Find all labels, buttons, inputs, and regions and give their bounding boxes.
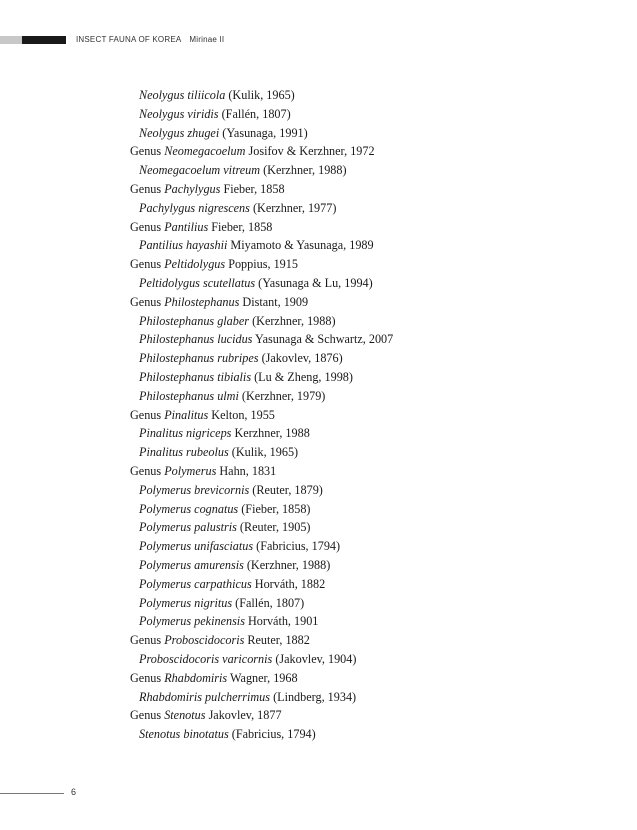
running-header-subtitle: Mirinae II	[189, 35, 225, 44]
authority: Jakovlev, 1877	[205, 708, 282, 723]
authority: (Fallén, 1807)	[232, 595, 305, 610]
species-entry	[130, 387, 610, 406]
species-name: Philostephanus ulmi	[139, 388, 239, 403]
species-entry	[130, 725, 610, 744]
species-entry	[130, 518, 610, 537]
genus-name: Philostephanus	[164, 294, 240, 309]
genus-prefix: Genus	[130, 294, 165, 309]
authority: (Kerzhner, 1988)	[260, 163, 347, 178]
species-entry	[130, 368, 610, 387]
genus-prefix: Genus	[130, 219, 165, 234]
authority: (Jakovlev, 1876)	[258, 351, 343, 366]
species-name: Rhabdomiris pulcherrimus	[139, 689, 271, 704]
genus-prefix: Genus	[130, 257, 165, 272]
genus-name: Pachylygus	[164, 181, 221, 196]
genus-prefix: Genus	[130, 407, 165, 422]
species-entry	[130, 312, 610, 331]
species-entry	[130, 124, 610, 143]
genus-entry	[130, 669, 610, 688]
species-name: Polymerus palustris	[139, 520, 237, 535]
species-entry	[130, 481, 610, 500]
running-header	[76, 35, 224, 44]
authority: Yasunaga & Schwartz, 2007	[252, 332, 394, 347]
genus-entry	[130, 255, 610, 274]
genus-entry	[130, 142, 610, 161]
species-name: Philostephanus rubripes	[139, 351, 259, 366]
authority: (Fallén, 1807)	[218, 106, 291, 121]
running-header-title: INSECT FAUNA OF KOREA	[76, 35, 182, 44]
species-entry	[130, 274, 610, 293]
authority: (Kerzhner, 1977)	[249, 200, 337, 215]
species-entry	[130, 612, 610, 631]
authority: (Reuter, 1905)	[236, 520, 311, 535]
species-name: Polymerus nigritus	[139, 595, 233, 610]
species-entry	[130, 443, 610, 462]
genus-name: Proboscidocoris	[164, 633, 245, 648]
authority: (Kulik, 1965)	[228, 445, 299, 460]
species-name: Polymerus amurensis	[139, 557, 244, 572]
species-name: Philostephanus lucidus	[139, 332, 253, 347]
header-bar-dark	[22, 36, 66, 44]
species-entry	[130, 650, 610, 669]
authority: Poppius, 1915	[225, 257, 298, 272]
species-entry	[130, 330, 610, 349]
authority: Hahn, 1831	[216, 463, 277, 478]
species-entry	[130, 424, 610, 443]
authority: Horváth, 1901	[244, 614, 319, 629]
authority: (Kulik, 1965)	[225, 88, 295, 102]
genus-entry	[130, 218, 610, 237]
authority: (Lindberg, 1934)	[270, 689, 357, 704]
genus-prefix: Genus	[130, 463, 165, 478]
species-name: Polymerus brevicornis	[139, 482, 250, 497]
species-entry	[130, 236, 610, 255]
species-name: Polymerus pekinensis	[139, 614, 245, 629]
genus-prefix: Genus	[130, 708, 165, 723]
genus-entry	[130, 293, 610, 312]
species-name: Polymerus unifasciatus	[139, 539, 254, 554]
genus-prefix: Genus	[130, 633, 165, 648]
genus-prefix: Genus	[130, 670, 165, 685]
genus-name: Polymerus	[164, 463, 217, 478]
genus-entry	[130, 406, 610, 425]
species-entry	[130, 105, 610, 124]
species-name: Pinalitus nigriceps	[139, 426, 232, 441]
genus-prefix: Genus	[130, 144, 165, 159]
authority: (Kerzhner, 1988)	[249, 313, 336, 328]
authority: (Fabricius, 1794)	[253, 539, 341, 554]
authority: (Fieber, 1858)	[238, 501, 311, 516]
authority: Distant, 1909	[239, 294, 309, 309]
authority: Kerzhner, 1988	[231, 426, 310, 441]
species-name: Philostephanus glaber	[139, 313, 250, 328]
genus-prefix: Genus	[130, 181, 165, 196]
species-name: Polymerus cognatus	[139, 501, 239, 516]
species-name: Proboscidocoris varicornis	[139, 651, 273, 666]
species-entry	[130, 537, 610, 556]
authority: (Yasunaga & Lu, 1994)	[255, 275, 373, 290]
authority: Miyamoto & Yasunaga, 1989	[227, 238, 374, 253]
genus-name: Pinalitus	[164, 407, 209, 422]
genus-name: Peltidolygus	[164, 257, 226, 272]
authority: Fieber, 1858	[220, 181, 285, 196]
species-name: Pinalitus rubeolus	[139, 445, 229, 460]
genus-name: Neomegacoelum	[164, 144, 246, 159]
species-entry	[130, 349, 610, 368]
species-entry	[130, 688, 610, 707]
authority: (Kerzhner, 1979)	[238, 388, 326, 403]
taxon-list	[130, 86, 610, 744]
authority: Wagner, 1968	[227, 670, 298, 685]
footer-rule	[0, 793, 64, 794]
authority: (Lu & Zheng, 1998)	[251, 369, 353, 384]
species-name: Pantilius hayashii	[139, 238, 228, 253]
species-name: Neolygus viridis	[139, 106, 219, 121]
genus-entry	[130, 706, 610, 725]
genus-name: Rhabdomiris	[164, 670, 228, 685]
header-bar-light	[0, 36, 22, 44]
authority: Horváth, 1882	[251, 576, 326, 591]
species-name: Peltidolygus scutellatus	[139, 275, 256, 290]
species-entry	[130, 594, 610, 613]
species-name: Neolygus zhugei	[139, 125, 220, 140]
species-name: Stenotus binotatus	[139, 727, 229, 742]
authority: Fieber, 1858	[208, 219, 273, 234]
genus-entry	[130, 462, 610, 481]
authority: (Reuter, 1879)	[249, 482, 323, 497]
species-name: Neolygus tiliicola	[139, 88, 226, 102]
genus-name: Pantilius	[164, 219, 209, 234]
species-entry	[130, 199, 610, 218]
species-name: Pachylygus nigrescens	[139, 200, 250, 215]
genus-name: Stenotus	[164, 708, 206, 723]
species-name: Neomegacoelum vitreum	[139, 163, 261, 178]
authority: (Yasunaga, 1991)	[219, 125, 308, 140]
authority: (Jakovlev, 1904)	[272, 651, 357, 666]
authority: (Fabricius, 1794)	[228, 727, 316, 742]
authority: Josifov & Kerzhner, 1972	[245, 144, 375, 159]
genus-entry	[130, 631, 610, 650]
species-entry	[130, 575, 610, 594]
authority: Reuter, 1882	[244, 633, 310, 648]
species-entry	[130, 500, 610, 519]
species-name: Polymerus carpathicus	[139, 576, 252, 591]
species-name: Philostephanus tibialis	[139, 369, 252, 384]
species-entry	[130, 161, 610, 180]
genus-entry	[130, 180, 610, 199]
species-entry	[130, 86, 610, 105]
species-entry	[130, 556, 610, 575]
authority: Kelton, 1955	[208, 407, 275, 422]
page-number: 6	[71, 787, 77, 797]
authority: (Kerzhner, 1988)	[243, 557, 331, 572]
